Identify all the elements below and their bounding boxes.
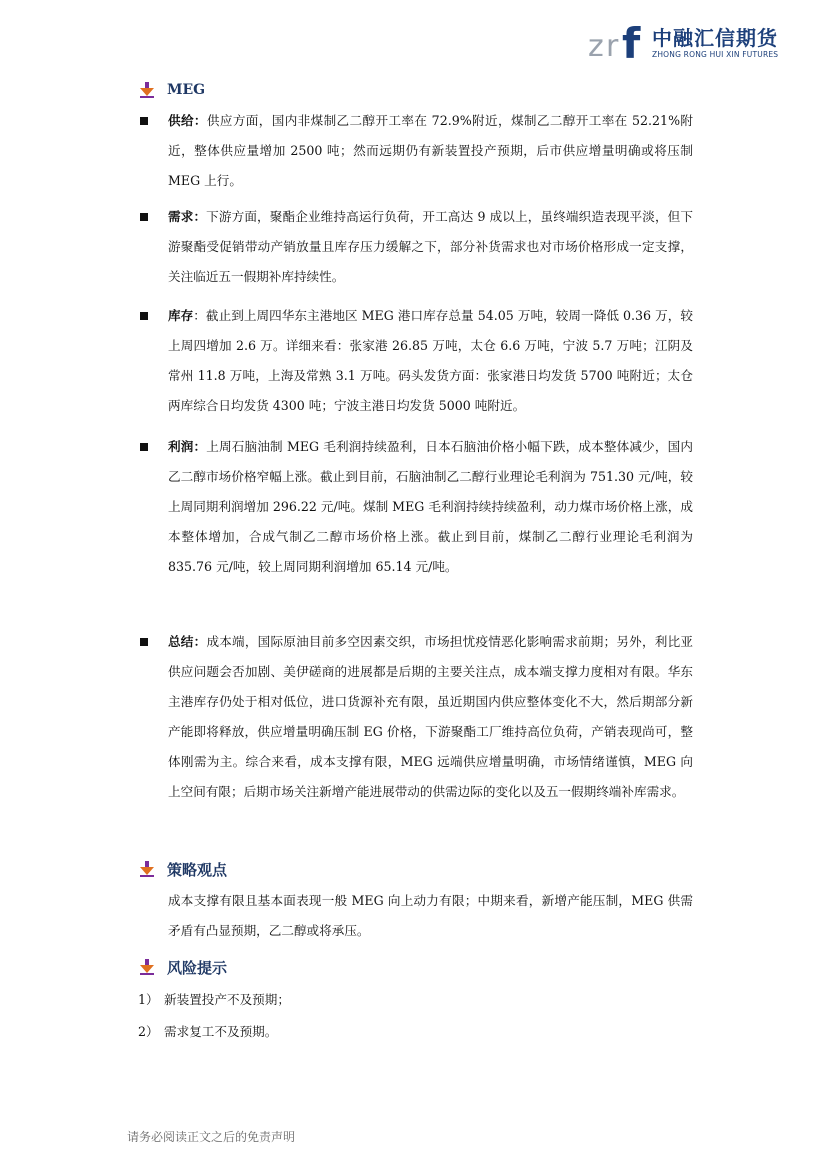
square-bullet-icon (140, 443, 148, 451)
section-heading-risk (138, 955, 227, 979)
list-number: 1） (138, 992, 159, 1007)
section-heading-strategy (138, 857, 227, 881)
list-text: 需求复工不及预期。 (164, 1024, 278, 1039)
list-number: 2） (138, 1024, 159, 1039)
label-profit: 利润： (168, 439, 207, 454)
text-profit: 上周石脑油制 MEG 毛利润持续盈利，日本石脑油价格小幅下跌，成本整体减少，国内乙二醇市场价格窄幅上涨。截止到目前，石脑油制乙二醇行业理论毛利润为 751.30 元/吨，较上周同期利润增加 296.22 元/吨。煤制 MEG 毛利润持续持续盈利，动力煤市场价格上涨，成本整体增加，合成气制乙二醇市场价格上涨。截止到目前，煤制乙二醇行业理论毛利润为 835.76 元/吨，较上周同期利润增加 65.14 元/吨。 (168, 439, 693, 574)
paragraph-supply (168, 106, 693, 196)
section-heading-meg (138, 78, 205, 102)
svg-text:f: f (622, 19, 641, 62)
text-demand: 下游方面，聚酯企业维持高运行负荷，开工高达 9 成以上，虽终端织造表现平淡，但下游聚酯受促销带动产销放量且库存压力缓解之下，部分补货需求也对市场价格形成一定支撑，关注临近五一假期补库持续性。 (168, 209, 693, 284)
list-text: 新装置投产不及预期； (164, 992, 290, 1007)
square-bullet-icon (140, 117, 148, 125)
paragraph-strategy: 成本支撑有限且基本面表现一般 MEG 向上动力有限；中期来看，新增产能压制，MEG 供需矛盾有凸显预期，乙二醇或将承压。 (168, 893, 693, 938)
label-demand: 需求： (168, 209, 207, 224)
svg-text:r: r (606, 29, 619, 62)
logo-name-cn: 中融汇信期货 (652, 26, 778, 50)
square-bullet-icon (140, 638, 148, 646)
list-item (138, 1022, 277, 1042)
text-inventory: ：截止到上周四华东主港地区 MEG 港口库存总量 54.05 万吨，较周一降低 0.36 万，较上周四增加 2.6 万。详细来看：张家港 26.85 万吨，太仓 6.6 万吨，宁波 5.7 万吨；江阴及常州 11.8 万吨，上海及常熟 3.1 万吨。码头发货方面：张家港日均发货 5700 吨附近；太仓两库综合日均发货 4300 吨；宁波主港日均发货 5000 吨附近。 (168, 308, 693, 413)
footer-disclaimer: 请务必阅读正文之后的免责声明 (127, 1130, 296, 1144)
arrow-down-bullet-icon (138, 81, 156, 99)
square-bullet-icon (140, 213, 148, 221)
zrf-logo-mark (588, 18, 650, 62)
square-bullet-icon (140, 312, 148, 320)
section-title: 风险提示 (167, 958, 228, 977)
section-title: 策略观点 (167, 860, 228, 879)
label-summary: 总结： (168, 634, 207, 649)
arrow-down-bullet-icon (138, 958, 156, 976)
text-supply: 供应方面，国内非煤制乙二醇开工率在 72.9%附近，煤制乙二醇开工率在 52.21%附近，整体供应量增加 2500 吨；然而远期仍有新装置投产预期，后市供应增量明确或将压制 MEG 上行。 (168, 113, 693, 188)
text-summary: 成本端，国际原油目前多空因素交织，市场担忧疫情恶化影响需求前期；另外，利比亚供应问题会否加剧、美伊磋商的进展都是后期的主要关注点，成本端支撑力度相对有限。华东主港库存仍处于相对低位，进口货源补充有限，虽近期国内供应整体变化不大，然后期部分新产能即将释放，供应增量明确压制 EG 价格，下游聚酯工厂维持高位负荷，产销表现尚可，整体刚需为主。综合来看，成本支撑有限，MEG 远端供应增量明确，市场情绪谨慎，MEG 向上空间有限；后期市场关注新增产能进展带动的供需边际的变化以及五一假期终端补库需求。 (168, 634, 694, 799)
paragraph-demand (168, 202, 693, 292)
paragraph-summary (168, 627, 693, 807)
paragraph-profit (168, 432, 693, 582)
company-logo (588, 14, 788, 66)
label-supply: 供给： (168, 113, 207, 128)
svg-text:z: z (588, 29, 604, 62)
arrow-down-bullet-icon (138, 860, 156, 878)
logo-name-en: ZHONG RONG HUI XIN FUTURES (652, 50, 779, 59)
section-title: MEG (167, 82, 206, 98)
label-inventory: 库存 (168, 308, 194, 323)
list-item (138, 990, 290, 1010)
paragraph-inventory (168, 301, 693, 421)
